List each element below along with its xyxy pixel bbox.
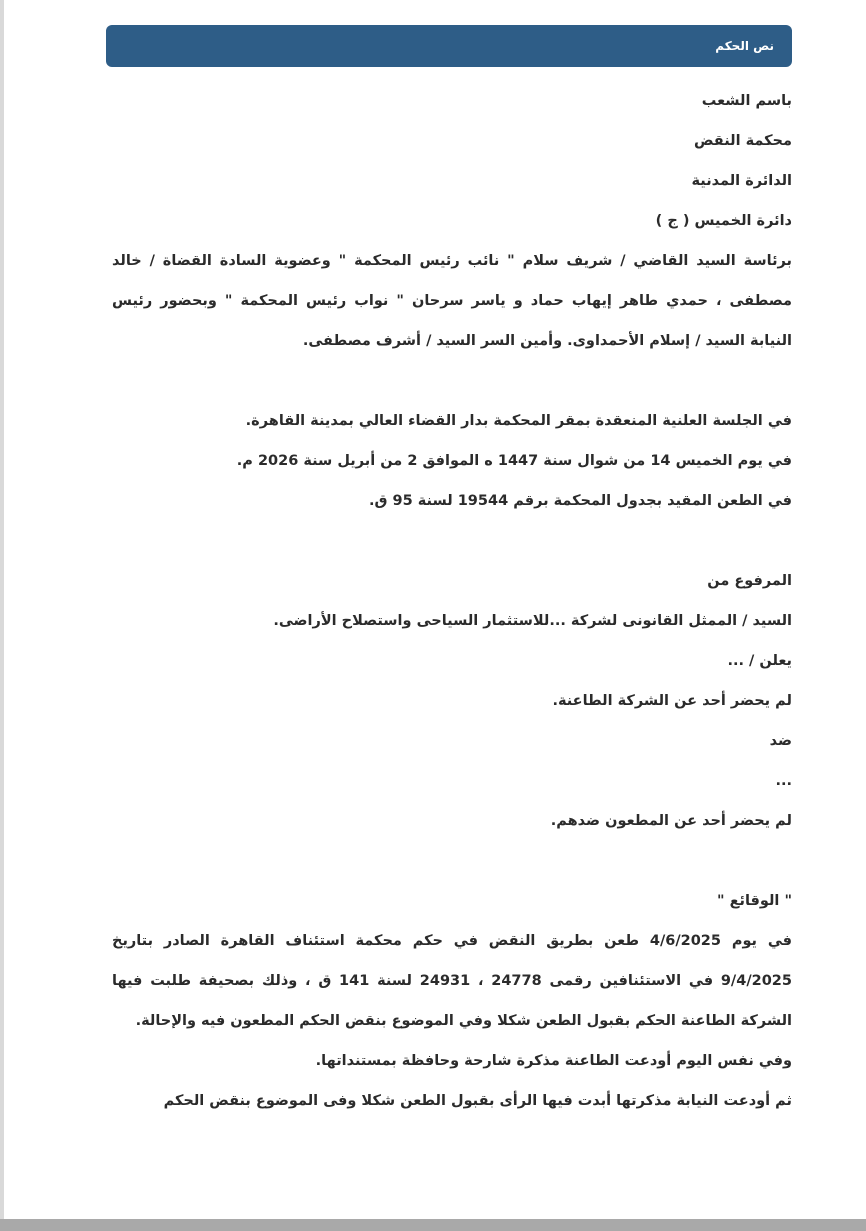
facts-paragraph-3: ثم أودعت النيابة مذكرتها أبدت فيها الرأى بقبول الطعن شكلا وفى الموضوع بنقض الحكم	[163, 1093, 792, 1109]
session-place: في الجلسة العلنية المنعقدة بمقر المحكمة بدار القضاء العالي بمدينة القاهرة.	[245, 413, 792, 429]
respondent-absent: لم يحضر أحد عن المطعون ضدهم.	[550, 813, 792, 829]
against-label: ضد	[769, 733, 792, 749]
session-date: في يوم الخميس 14 من شوال سنة 1447 ه الموافق 2 من أبريل سنة 2026 م.	[236, 453, 792, 469]
header-title: نص الحكم	[715, 39, 774, 53]
filed-by-heading: المرفوع من	[707, 573, 792, 589]
page-left-edge	[0, 0, 4, 1231]
facts-heading: " الوقائع "	[717, 893, 792, 909]
facts-paragraph-2: وفي نفس اليوم أودعت الطاعنة مذكرة شارحة وحافظة بمستنداتها.	[315, 1053, 792, 1069]
bench-composition: برئاسة السيد القاضي / شريف سلام " نائب رئيس المحكمة " وعضوية السادة القضاة / خالد مصطفى ، حمدي طاهر إيهاب حماد و ياسر سرحان " نواب رئيس المحكمة " وبحضور رئيس النيابة السيد / إسلام الأحمداوى. وأمين السر السيد / أشرف مصطفى.	[112, 253, 792, 349]
judgment-text-header	[106, 25, 792, 67]
appellant: السيد / الممثل القانونى لشركة ...للاستثمار السياحى واستصلاح الأراضى.	[273, 613, 792, 629]
respondent: ...	[775, 773, 792, 789]
spacer	[112, 841, 792, 881]
spacer	[112, 361, 792, 401]
court-name: محكمة النقض	[694, 133, 792, 149]
appellant-absent: لم يحضر أحد عن الشركة الطاعنة.	[552, 693, 792, 709]
spacer	[112, 521, 792, 561]
page-bottom-bar	[0, 1219, 866, 1231]
facts-paragraph: في يوم 4/6/2025 طعن بطريق النقض في حكم محكمة استئناف القاهرة الصادر بتاريخ 9/4/2025 في الاستئنافين رقمى 24778 ، 24931 لسنة 141 ق ، وذلك بصحيفة طلبت فيها الشركة الطاعنة الحكم بقبول الطعن شكلا وفي الموضوع بنقض الحكم المطعون فيه والإحالة.	[112, 933, 792, 1029]
notified-line: يعلن / ...	[727, 653, 792, 669]
people-name-line: باسم الشعب	[701, 93, 792, 109]
circuit-name: دائرة الخميس ( ج )	[655, 213, 792, 229]
circuit-type: الدائرة المدنية	[691, 173, 792, 189]
judgment-body	[112, 81, 792, 1121]
case-number: في الطعن المقيد بجدول المحكمة برقم 19544 لسنة 95 ق.	[368, 493, 792, 509]
